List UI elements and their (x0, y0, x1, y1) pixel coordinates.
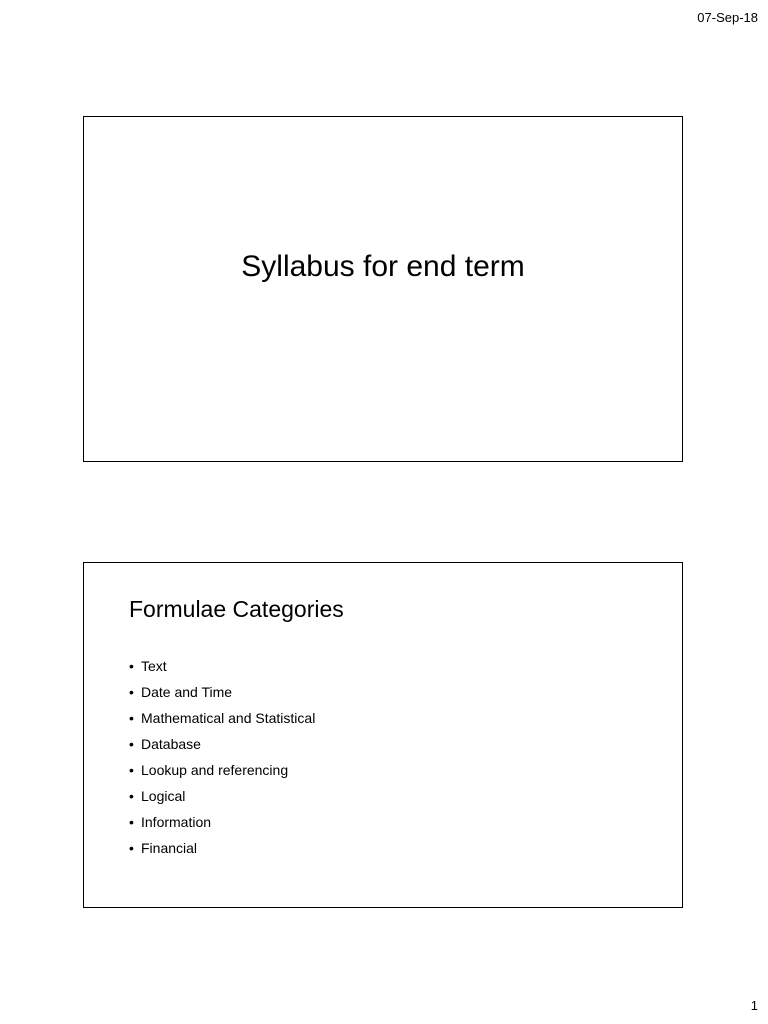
list-item-label: Financial (141, 840, 198, 856)
bullet-icon: • (129, 814, 134, 830)
page-number: 1 (750, 998, 758, 1013)
bullet-icon: • (129, 710, 134, 726)
slide-title: Syllabus for end term (241, 250, 525, 283)
list-item-information (129, 809, 315, 835)
list-item-label: Database (141, 736, 201, 752)
list-item-lookup-and-referencing (129, 757, 315, 783)
list-item-logical (129, 783, 315, 809)
list-item-label: Date and Time (141, 684, 233, 700)
list-item-text (129, 653, 315, 679)
slide-thumbnail-2 (83, 562, 683, 908)
list-item-label: Lookup and referencing (141, 762, 289, 778)
list-item-label: Text (141, 658, 167, 674)
list-item-database (129, 731, 315, 757)
slide-thumbnail-1 (83, 116, 683, 462)
list-item-label: Mathematical and Statistical (141, 710, 316, 726)
list-item-mathematical-and-statistical (129, 705, 315, 731)
bullet-icon: • (129, 736, 134, 752)
list-item-label: Logical (141, 788, 186, 804)
slide-heading: Formulae Categories (129, 596, 344, 622)
formulae-category-list (129, 653, 315, 861)
header-date: 07-Sep-18 (697, 10, 758, 25)
list-item-date-and-time (129, 679, 315, 705)
bullet-icon: • (129, 658, 134, 674)
bullet-icon: • (129, 788, 134, 804)
bullet-icon: • (129, 762, 134, 778)
bullet-icon: • (129, 684, 134, 700)
list-item-label: Information (141, 814, 212, 830)
bullet-icon: • (129, 840, 134, 856)
list-item-financial (129, 835, 315, 861)
